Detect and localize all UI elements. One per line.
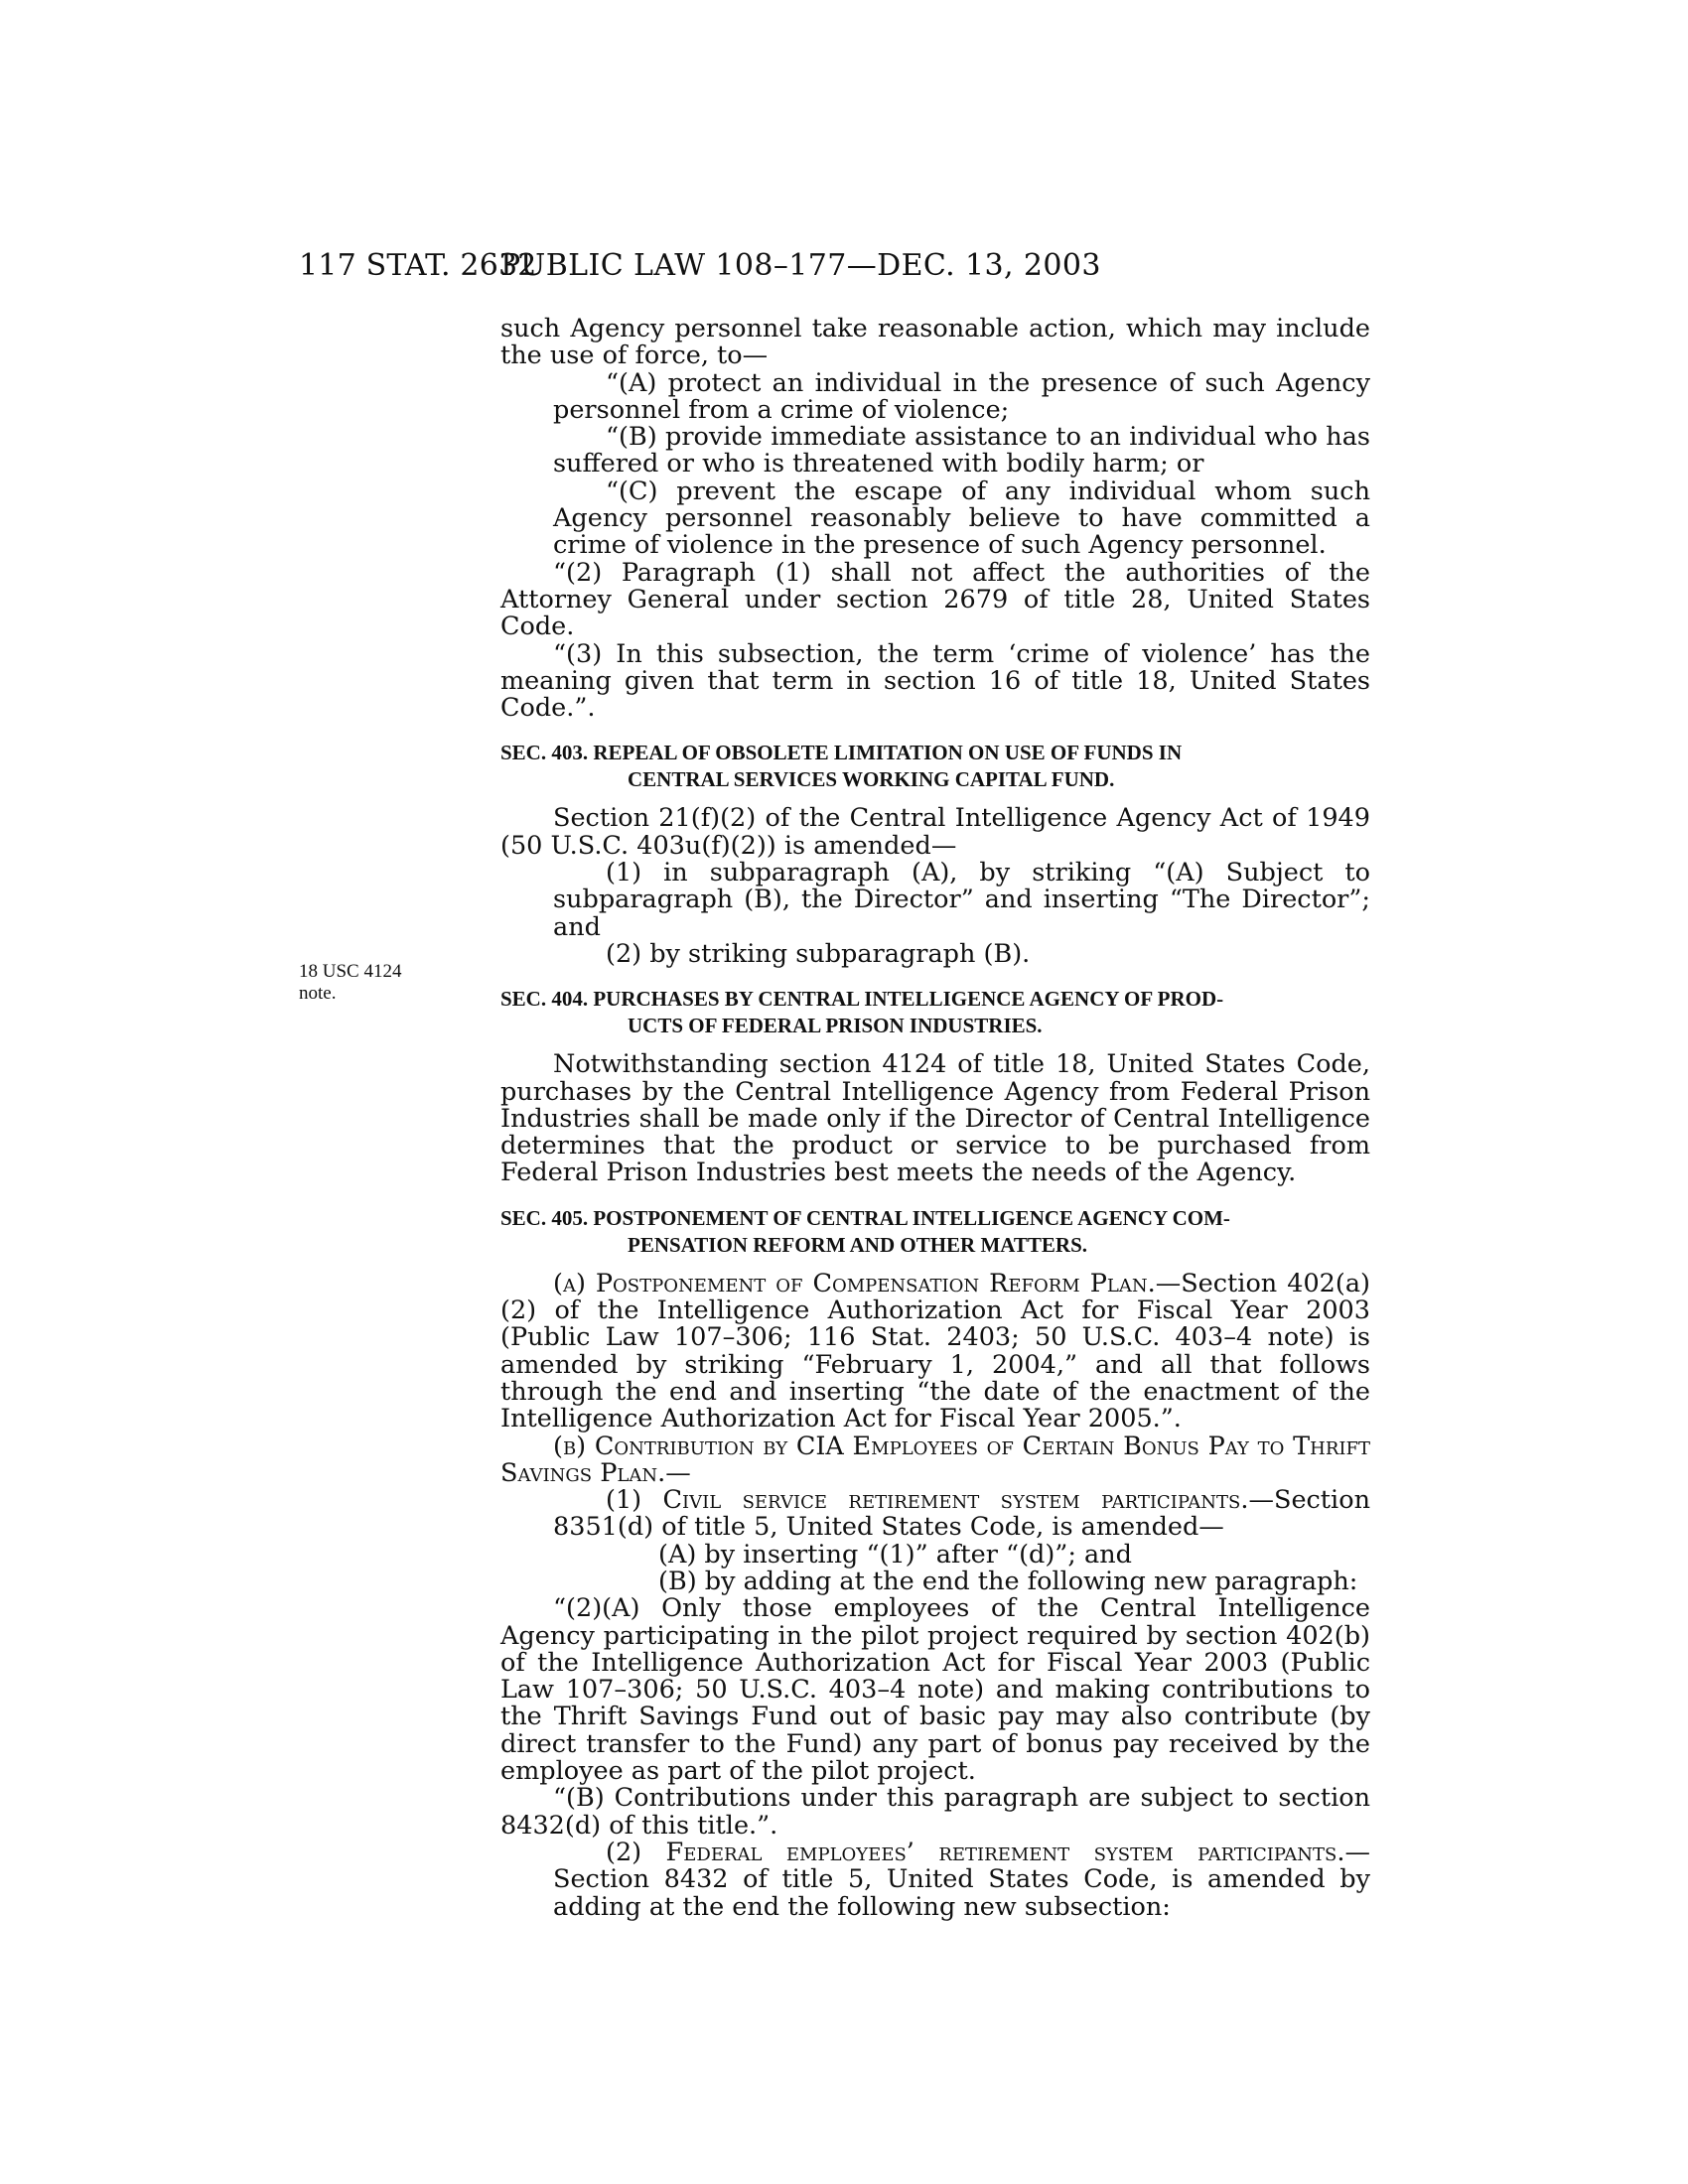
subsection-text: —Section 402(a)(2) of the Intelligence Authorization Act for Fiscal Year 2003 (Public Law 107–306; 116 Stat. 2403; 50 U.S.C. 403–4 note) is amended by striking “February 1, 2004,” and all that follows through the end and inserting “the date of the enactment of the Intelligence Authorization Act for Fiscal Year 2005.”. (500, 1268, 1370, 1434)
paragraph: “(B) provide immediate assistance to an individual who has suffered or who is threatened with bodily harm; or (553, 422, 1370, 479)
paragraph (500, 1837, 1370, 1922)
section-heading-line: SEC. 405. POSTPONEMENT OF CENTRAL INTELLIGENCE AGENCY COM- (500, 1205, 1230, 1230)
page-header (0, 248, 1688, 288)
public-law-title: PUBLIC LAW 108–177—DEC. 13, 2003 (500, 248, 1101, 283)
paragraph-heading: (1) Civil service retirement system participants. (606, 1485, 1249, 1516)
paragraph-text: —Section 8351(d) of title 5, United States Code, is amended— (553, 1485, 1370, 1543)
paragraph: Notwithstanding section 4124 of title 18, United States Code, purchases by the Central Intelligence Agency from Federal Prison Industries shall be made only if the Director of Central Intelligence determines that the product or service to be purchased from Federal Prison Industries best meets the needs of the Agency. (500, 1049, 1370, 1188)
section-heading-line: PENSATION REFORM AND OTHER MATTERS. (628, 1232, 1088, 1257)
main-text-column (500, 316, 1370, 1921)
statute-page-number: 117 STAT. 2632 (299, 248, 537, 283)
paragraph (500, 1487, 1370, 1542)
paragraph-heading: (2) Federal employees’ retirement system participants. (606, 1837, 1345, 1867)
paragraph-text: —Section 8432 of title 5, United States Code, is amended by adding at the end the following new subsection: (553, 1837, 1370, 1922)
paragraph: Section 21(f)(2) of the Central Intelligence Agency Act of 1949 (50 U.S.C. 403u(f)(2)) is amended— (500, 803, 1370, 861)
section-heading-line: SEC. 403. REPEAL OF OBSOLETE LIMITATION ON USE OF FUNDS IN (500, 741, 1183, 765)
paragraph: “(2) Paragraph (1) shall not affect the authorities of the Attorney General under section 2679 of title 28, United States Code. (500, 557, 1370, 642)
paragraph: (A) by inserting “(1)” after “(d)”; and (658, 1539, 1132, 1570)
paragraph (500, 1433, 1370, 1488)
paragraph: (1) in subparagraph (A), by striking “(A) Subject to subparagraph (B), the Director” and inserting “The Director”; and (553, 858, 1370, 942)
section-heading-404 (500, 986, 1370, 1039)
paragraph: “(B) Contributions under this paragraph are subject to section 8432(d) of this title.”. (500, 1783, 1370, 1841)
section-heading-403 (500, 740, 1370, 793)
section-heading-line: CENTRAL SERVICES WORKING CAPITAL FUND. (628, 767, 1115, 792)
section-heading-405 (500, 1205, 1370, 1259)
subsection-text: — (665, 1457, 691, 1488)
margin-note-label: note. (299, 983, 337, 1004)
paragraph: “(C) prevent the escape of any individual whom such Agency personnel reasonably believe to have committed a crime of violence in the presence of such Agency personnel. (553, 476, 1370, 561)
subsection-heading: (b) Contribution by CIA Employees of Certain Bonus Pay to Thrift Savings Plan. (500, 1431, 1370, 1488)
paragraph: such Agency personnel take reasonable action, which may include the use of force, to— (500, 314, 1370, 371)
margin-note (299, 961, 448, 1005)
paragraph: (B) by adding at the end the following new paragraph: (658, 1566, 1358, 1596)
section-heading-line: SEC. 404. PURCHASES BY CENTRAL INTELLIGENCE AGENCY OF PROD- (500, 987, 1224, 1012)
paragraph: (2) by striking subparagraph (B). (606, 938, 1031, 969)
subsection-heading: (a) Postponement of Compensation Reform Plan. (553, 1268, 1156, 1298)
paragraph: “(2)(A) Only those employees of the Central Intelligence Agency participating in the pilot project required by section 402(b) of the Intelligence Authorization Act for Fiscal Year 2003 (Public Law 107–306; 50 U.S.C. 403–4 note) and making contributions to the Thrift Savings Fund out of basic pay may also contribute (by direct transfer to the Fund) any part of bonus pay received by the employee as part of the pilot project. (500, 1593, 1370, 1787)
paragraph: “(A) protect an individual in the presence of such Agency personnel from a crime of violence; (553, 367, 1370, 425)
margin-note-citation: 18 USC 4124 (299, 961, 402, 982)
section-heading-line: UCTS OF FEDERAL PRISON INDUSTRIES. (628, 1014, 1043, 1038)
paragraph: “(3) In this subsection, the term ‘crime of violence’ has the meaning given that term in section 16 of title 18, United States Code.”. (500, 638, 1370, 724)
paragraph (500, 1268, 1370, 1434)
